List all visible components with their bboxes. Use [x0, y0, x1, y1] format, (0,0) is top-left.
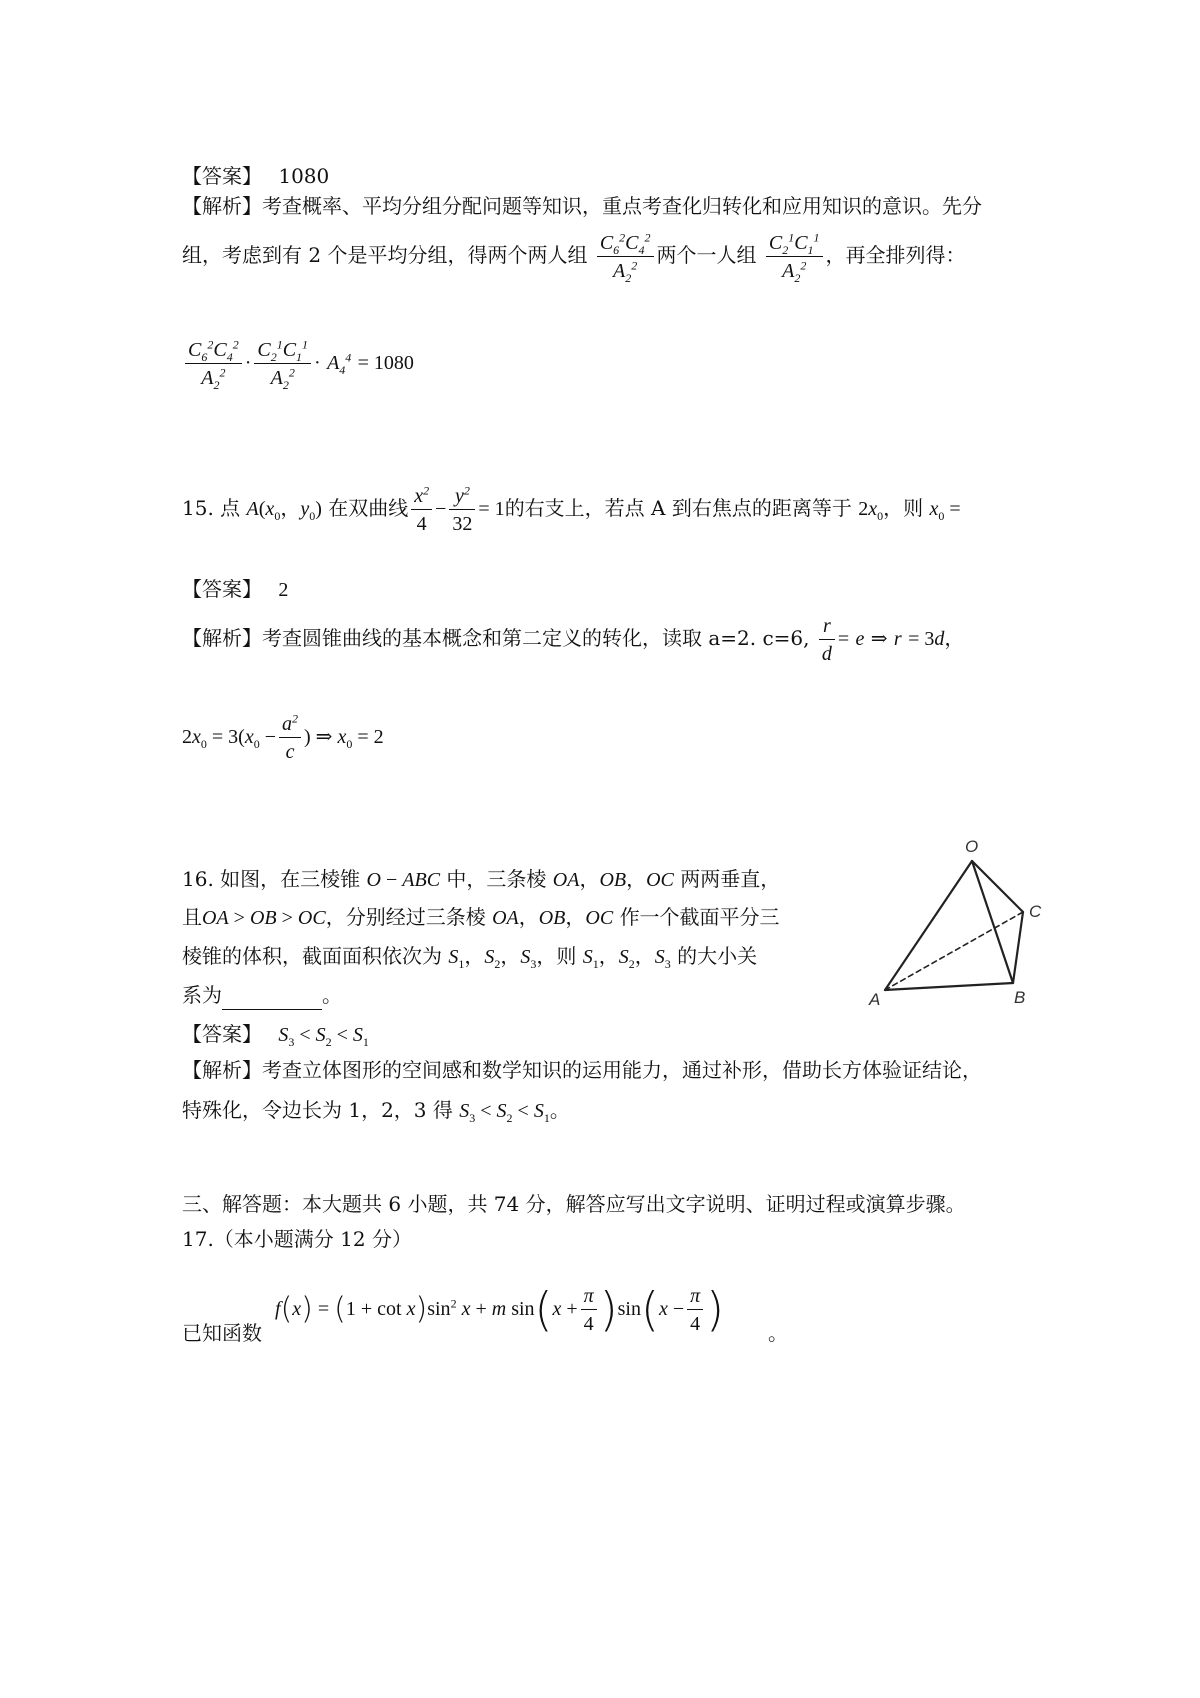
analysis-line-15: 【解析】考查圆锥曲线的基本概念和第二定义的转化，读取 a=2. c=6, $\frac{r}{d}$ = e ⇒ r = 3d， — [182, 614, 965, 665]
frac-x2-4: $\frac{x^2}{4}$ — [411, 486, 432, 534]
q16-text-1c: 两两垂直， — [680, 867, 781, 891]
answer-tag: 【答案】 — [182, 164, 262, 188]
q15-number: 15. 点 — [182, 496, 241, 520]
analysis-line-14-2 — [182, 227, 966, 283]
section-heading: 三、解答题：本大题共 6 小题，共 74 分，解答应写出文字说明、证明过程或演算步骤。 — [182, 1192, 966, 1216]
answer-tag: 【答案】 — [182, 577, 262, 601]
answer-value: 1080 — [278, 164, 330, 188]
pyramid-figure — [855, 835, 1085, 1010]
q16-text-2a: 且 — [182, 905, 202, 929]
question-16-line4 — [182, 980, 342, 1010]
question-15: 15. 点 $A(x_0$，$y_0$) 在双曲线 $\frac{x^2}{4}$ − $\frac{y^2}{32}$ = 1的右支上，若点 A 到右焦点的距离等于 $2x_0$，则 $x_0$ = — [182, 482, 961, 535]
frac-pi-4-a: $\frac{\pi}{4}$ — [581, 1286, 597, 1334]
formula-14: $\frac{C_6^2C_4^2}{A_2^2}$ · $\frac{C_2^1C_1^1}{A_2^2}$ · $A_4^4 = 1080$ — [182, 334, 414, 391]
analysis-line-16-2: 特殊化，令边长为 1，2，3 得 $S_3 < S_2 < S_1$。 — [182, 1098, 570, 1125]
q16-text-4: 系为 — [182, 983, 222, 1007]
label-b: B — [1014, 988, 1026, 1007]
analysis-text-2: 特殊化，令边长为 1，2，3 得 — [182, 1098, 453, 1122]
fraction-c21c11-a22: $\frac{C_2^1C_1^1}{A_2^2}$ — [766, 233, 823, 281]
analysis-text-2c: ，再全排列得： — [825, 243, 966, 267]
frac-y2-32: $\frac{y^2}{32}$ — [449, 486, 475, 534]
q15-text-c: ，则 — [883, 496, 924, 520]
analysis-tag: 【解析】 — [182, 194, 262, 218]
q15-text-b: 的右支上，若点 A 到右焦点的距离等于 — [504, 496, 852, 520]
fraction-c62c42-a22: $\frac{C_6^2C_4^2}{A_2^2}$ — [597, 233, 654, 281]
q16-text-3a: 棱锥的体积，截面面积依次为 — [182, 944, 442, 968]
analysis-text: 考查立体图形的空间感和数学知识的运用能力，通过补形，借助长方体验证结论， — [262, 1058, 982, 1082]
q17-title: 17.（本小题满分 12 分） — [182, 1227, 412, 1251]
analysis-tag: 【解析】 — [182, 626, 262, 650]
formula-result: = 1080 — [357, 352, 414, 374]
q15-text-a: 在双曲线 — [328, 496, 409, 520]
q17-formula: $f(x) = (1 + \cot x)\sin^2$ x + m sin(x + $\frac{\pi}{4}$ )sin(x − $\frac{\pi}{4}$ ) — [275, 1282, 725, 1337]
answer-line-16 — [182, 1019, 369, 1050]
q16-text-4-end: 。 — [322, 983, 342, 1007]
q16-text-2b: ，分别经过三条棱 — [325, 905, 486, 929]
edge-ab — [885, 983, 1013, 990]
label-a: A — [869, 990, 881, 1009]
q16-text-1b: 中，三条棱 — [446, 867, 547, 891]
edge-oa — [885, 861, 972, 990]
analysis-text-2a: 组，考虑到有 2 个是平均分组，得两个两人组 — [182, 243, 588, 267]
answer-line-15 — [182, 574, 288, 605]
edge-bc — [1013, 912, 1023, 983]
label-o: O — [965, 837, 979, 856]
q16-text-1a: 16. 如图，在三棱锥 — [182, 867, 361, 891]
analysis-tag: 【解析】 — [182, 1058, 262, 1082]
q16-text-3b: ，则 — [536, 944, 577, 968]
frac-a2-c: $\frac{a^2}{c}$ — [279, 714, 301, 762]
analysis-line-16 — [182, 1055, 982, 1085]
frac-r-d: $\frac{r}{d}$ — [819, 616, 835, 664]
question-16-line2: 且OA > OB > OC，分别经过三条棱 OA，OB，OC 作一个截面平分三 — [182, 905, 780, 929]
frac-pi-4-b: $\frac{\pi}{4}$ — [687, 1286, 703, 1334]
answer-line-14 — [182, 161, 329, 191]
analysis-text-2-end: 。 — [549, 1098, 570, 1122]
analysis-text: 考查圆锥曲线的基本概念和第二定义的转化，读取 a=2. c=6, — [262, 626, 810, 650]
analysis-text-2b: 两个一人组 — [656, 243, 757, 267]
answer-value: $S_3 < S_2 < S_1$ — [278, 1024, 369, 1049]
analysis-line-14 — [182, 191, 982, 221]
label-c: C — [1029, 902, 1042, 921]
question-16-line1: 16. 如图，在三棱锥 O − ABC 中，三条棱 OA，OB，OC 两两垂直， — [182, 867, 781, 891]
question-16-line3: 棱锥的体积，截面面积依次为 $S_1$，$S_2$，$S_3$，则 $S_1$，$S_2$，$S_3$ 的大小关 — [182, 944, 758, 971]
q16-text-2c: 作一个截面平分三 — [619, 905, 780, 929]
answer-tag: 【答案】 — [182, 1022, 262, 1046]
formula-frac-1: $\frac{C_6^2C_4^2}{A_2^2}$ — [185, 340, 242, 388]
formula-15: $2x_0 = 3(x_0$ − $\frac{a^2}{c}$ ) ⇒ $x_0 = 2$ — [182, 710, 384, 763]
q17-prefix: 已知函数 — [182, 1321, 262, 1345]
answer-value: 2 — [278, 579, 289, 601]
q16-text-3c: 的大小关 — [677, 944, 758, 968]
analysis-text: 考查概率、平均分组分配问题等知识，重点考查化归转化和应用知识的意识。先分 — [262, 194, 982, 218]
formula-frac-2: $\frac{C_2^1C_1^1}{A_2^2}$ — [254, 340, 311, 388]
answer-blank[interactable] — [222, 989, 322, 1010]
q17-end: 。 — [768, 1321, 788, 1345]
